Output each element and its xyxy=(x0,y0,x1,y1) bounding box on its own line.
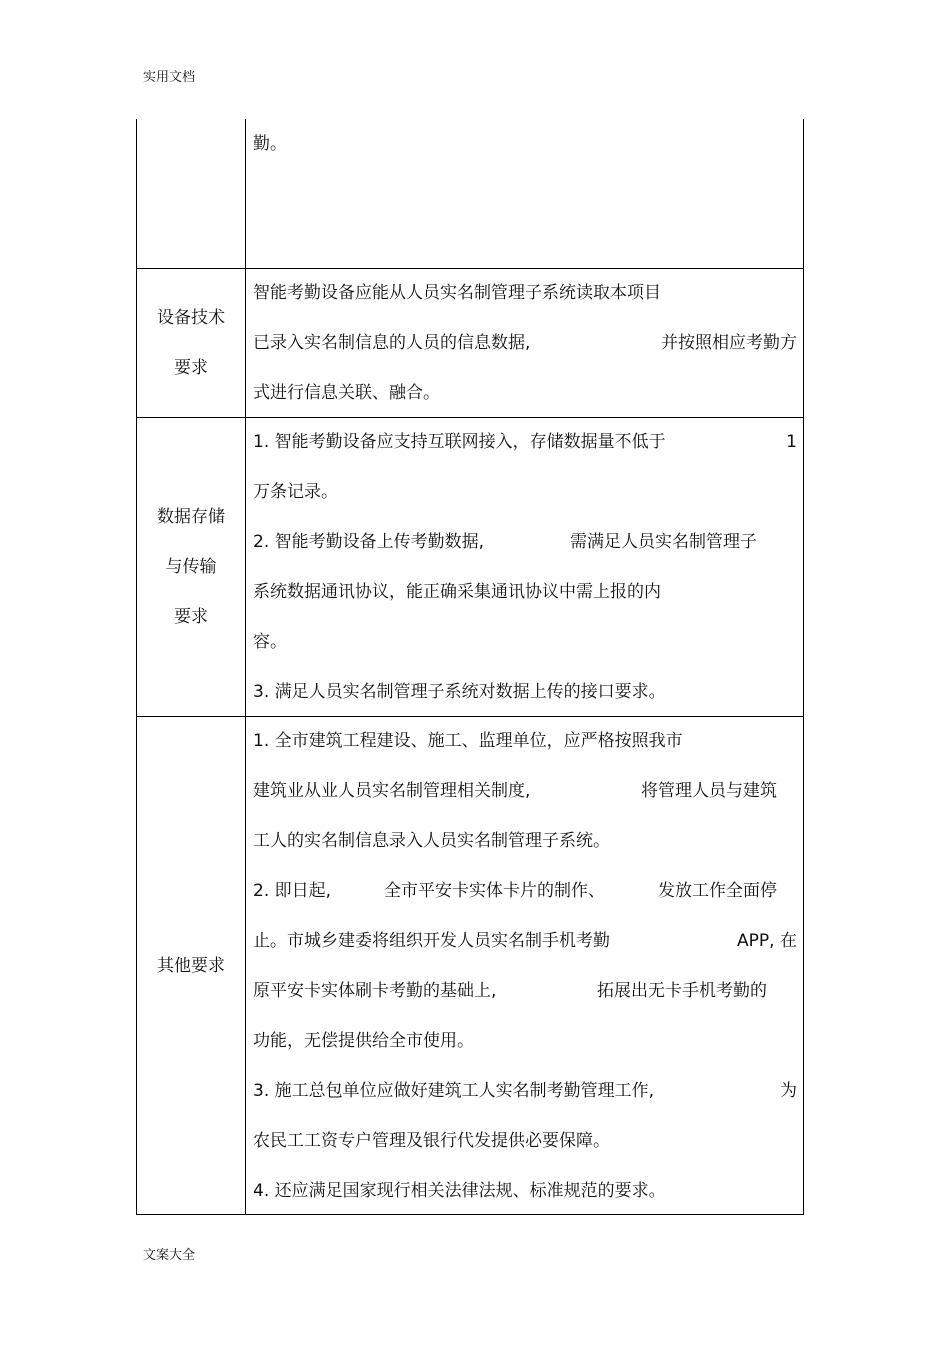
label-line: 与传输 xyxy=(165,556,217,577)
requirements-table xyxy=(136,119,804,1215)
column-divider xyxy=(245,119,246,1214)
content-line: 2. 智能考勤设备上传考勤数据, 需满足人员实名制管理子 xyxy=(253,532,757,552)
row-label-data-storage xyxy=(137,417,245,716)
content-line: 勤。 xyxy=(253,134,287,154)
label-line: 设备技术 xyxy=(157,307,225,328)
content-line: 1. 智能考勤设备应支持互联网接入，存储数据量不低于 1 xyxy=(253,432,797,452)
row-label-other xyxy=(137,716,245,1215)
content-line: 式进行信息关联、融合。 xyxy=(253,383,440,403)
page-header: 实用文档 xyxy=(143,70,196,85)
content-line: 2. 即日起, 全市平安卡实体卡片的制作、 发放工作全面停 xyxy=(253,881,777,901)
content-line: 万条记录。 xyxy=(253,482,338,502)
content-line: 3. 满足人员实名制管理子系统对数据上传的接口要求。 xyxy=(253,682,666,702)
row-continuation-content xyxy=(253,119,797,169)
page-footer: 文案大全 xyxy=(143,1248,196,1263)
content-line: 1. 全市建筑工程建设、施工、监理单位，应严格按照我市 xyxy=(253,731,683,751)
content-line: 容。 xyxy=(253,632,287,652)
content-line: 系统数据通讯协议，能正确采集通讯协议中需上报的内 xyxy=(253,582,661,602)
content-line: 止。市城乡建委将组织开发人员实名制手机考勤 APP, 在 xyxy=(253,931,797,951)
content-line: 4. 还应满足国家现行相关法律法规、标准规范的要求。 xyxy=(253,1181,666,1201)
row-content-device-tech xyxy=(253,268,797,418)
content-line: 工人的实名制信息录入人员实名制管理子系统。 xyxy=(253,831,610,851)
row-content-data-storage xyxy=(253,417,797,717)
content-line: 已录入实名制信息的人员的信息数据, 并按照相应考勤方 xyxy=(253,333,797,353)
row-content-other xyxy=(253,716,797,1216)
content-line: 智能考勤设备应能从人员实名制管理子系统读取本项目 xyxy=(253,283,661,303)
label-line: 要求 xyxy=(174,357,208,378)
label-line: 数据存储 xyxy=(157,506,225,527)
content-line: 3. 施工总包单位应做好建筑工人实名制考勤管理工作, 为 xyxy=(253,1081,797,1101)
content-line: 功能，无偿提供给全市使用。 xyxy=(253,1031,474,1051)
content-line: 建筑业从业人员实名制管理相关制度, 将管理人员与建筑 xyxy=(253,781,777,801)
content-line: 农民工工资专户管理及银行代发提供必要保障。 xyxy=(253,1131,610,1151)
row-label-device-tech xyxy=(137,268,245,417)
label-line: 要求 xyxy=(174,606,208,627)
label-line: 其他要求 xyxy=(157,955,225,976)
content-line: 原平安卡实体刷卡考勤的基础上, 拓展出无卡手机考勤的 xyxy=(253,981,767,1001)
